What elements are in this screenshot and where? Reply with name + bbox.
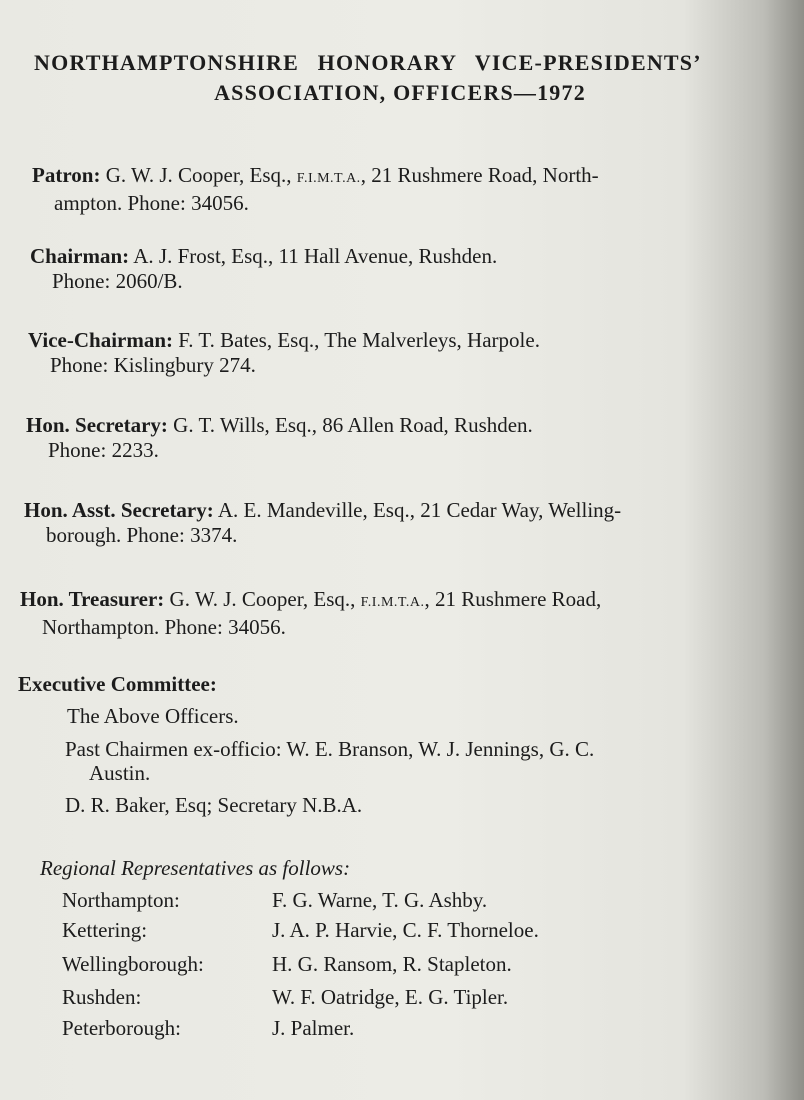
- regional-town: Rushden:: [62, 985, 142, 1009]
- officer-label: Chairman:: [30, 244, 130, 268]
- regional-names: J. A. P. Harvie, C. F. Thorneloe.: [272, 918, 539, 942]
- officer-line-2: Phone: Kislingbury 274.: [50, 353, 256, 377]
- officer-details: A. E. Mandeville, Esq., 21 Cedar Way, Welling-: [213, 498, 622, 522]
- officer-chairman: [30, 244, 497, 294]
- regional-row: [62, 888, 487, 913]
- officer-details-cont: , 21 Rushmere Road,: [424, 587, 602, 611]
- officer-label: Hon. Treasurer:: [20, 587, 165, 611]
- officer-details-cont: , 21 Rushmere Road, North-: [360, 163, 599, 187]
- officer-label: Patron:: [32, 163, 101, 187]
- officer-label: Vice-Chairman:: [28, 328, 174, 352]
- title-line-1: NORTHAMPTONSHIRE HONORARY VICE-PRESIDENTS’: [34, 50, 702, 75]
- executive-item-past-chairmen-line-1: Past Chairmen ex-officio: W. E. Branson, W. J. Jennings, G. C.: [65, 737, 595, 761]
- officer-details: G. W. J. Cooper, Esq.,: [100, 163, 297, 187]
- regional-town: Peterborough:: [62, 1016, 181, 1040]
- officer-line-2: borough. Phone: 3374.: [46, 523, 238, 547]
- executive-item-past-chairmen-line-2: Austin.: [89, 761, 151, 785]
- regional-heading: Regional Representatives as follows:: [40, 856, 351, 880]
- title-line-2: ASSOCIATION, OFFICERS—1972: [214, 80, 586, 105]
- officer-details: A. J. Frost, Esq., 11 Hall Avenue, Rushden.: [129, 244, 498, 268]
- officer-qualification: F.I.M.T.A.: [360, 595, 425, 610]
- officer-qualification: F.I.M.T.A.: [296, 171, 361, 186]
- officer-line-2: Northampton. Phone: 34056.: [42, 615, 286, 639]
- officer-hon-asst-secretary: [24, 498, 621, 548]
- executive-item-nba-secretary: D. R. Baker, Esq; Secretary N.B.A.: [65, 793, 363, 817]
- regional-town: Kettering:: [62, 918, 148, 942]
- officer-hon-secretary: [26, 413, 533, 463]
- officer-label: Hon. Asst. Secretary:: [24, 498, 214, 522]
- officer-line-2: Phone: 2233.: [48, 438, 159, 462]
- officer-vice-chairman: [28, 328, 540, 378]
- officer-hon-treasurer: [20, 587, 601, 640]
- officer-details: F. T. Bates, Esq., The Malverleys, Harpole.: [173, 328, 540, 352]
- regional-names: F. G. Warne, T. G. Ashby.: [272, 888, 488, 912]
- executive-item-officers: The Above Officers.: [67, 704, 239, 728]
- regional-names: J. Palmer.: [272, 1016, 355, 1040]
- officer-patron: [32, 163, 599, 216]
- executive-item-past-chairmen: [65, 737, 594, 785]
- officer-label: Hon. Secretary:: [26, 413, 168, 437]
- executive-committee-heading: Executive Committee:: [18, 672, 217, 696]
- regional-names: W. F. Oatridge, E. G. Tipler.: [272, 985, 509, 1009]
- officer-line-2: ampton. Phone: 34056.: [54, 191, 249, 215]
- regional-row: [62, 918, 539, 943]
- regional-town: Wellingborough:: [62, 952, 204, 976]
- officer-details: G. T. Wills, Esq., 86 Allen Road, Rushden.: [167, 413, 533, 437]
- officer-details: G. W. J. Cooper, Esq.,: [164, 587, 361, 611]
- regional-row: [62, 952, 512, 977]
- regional-names: H. G. Ransom, R. Stapleton.: [272, 952, 512, 976]
- regional-town: Northampton:: [62, 888, 180, 912]
- officer-line-2: Phone: 2060/B.: [52, 269, 183, 293]
- regional-row: [62, 985, 508, 1010]
- regional-row: [62, 1016, 354, 1041]
